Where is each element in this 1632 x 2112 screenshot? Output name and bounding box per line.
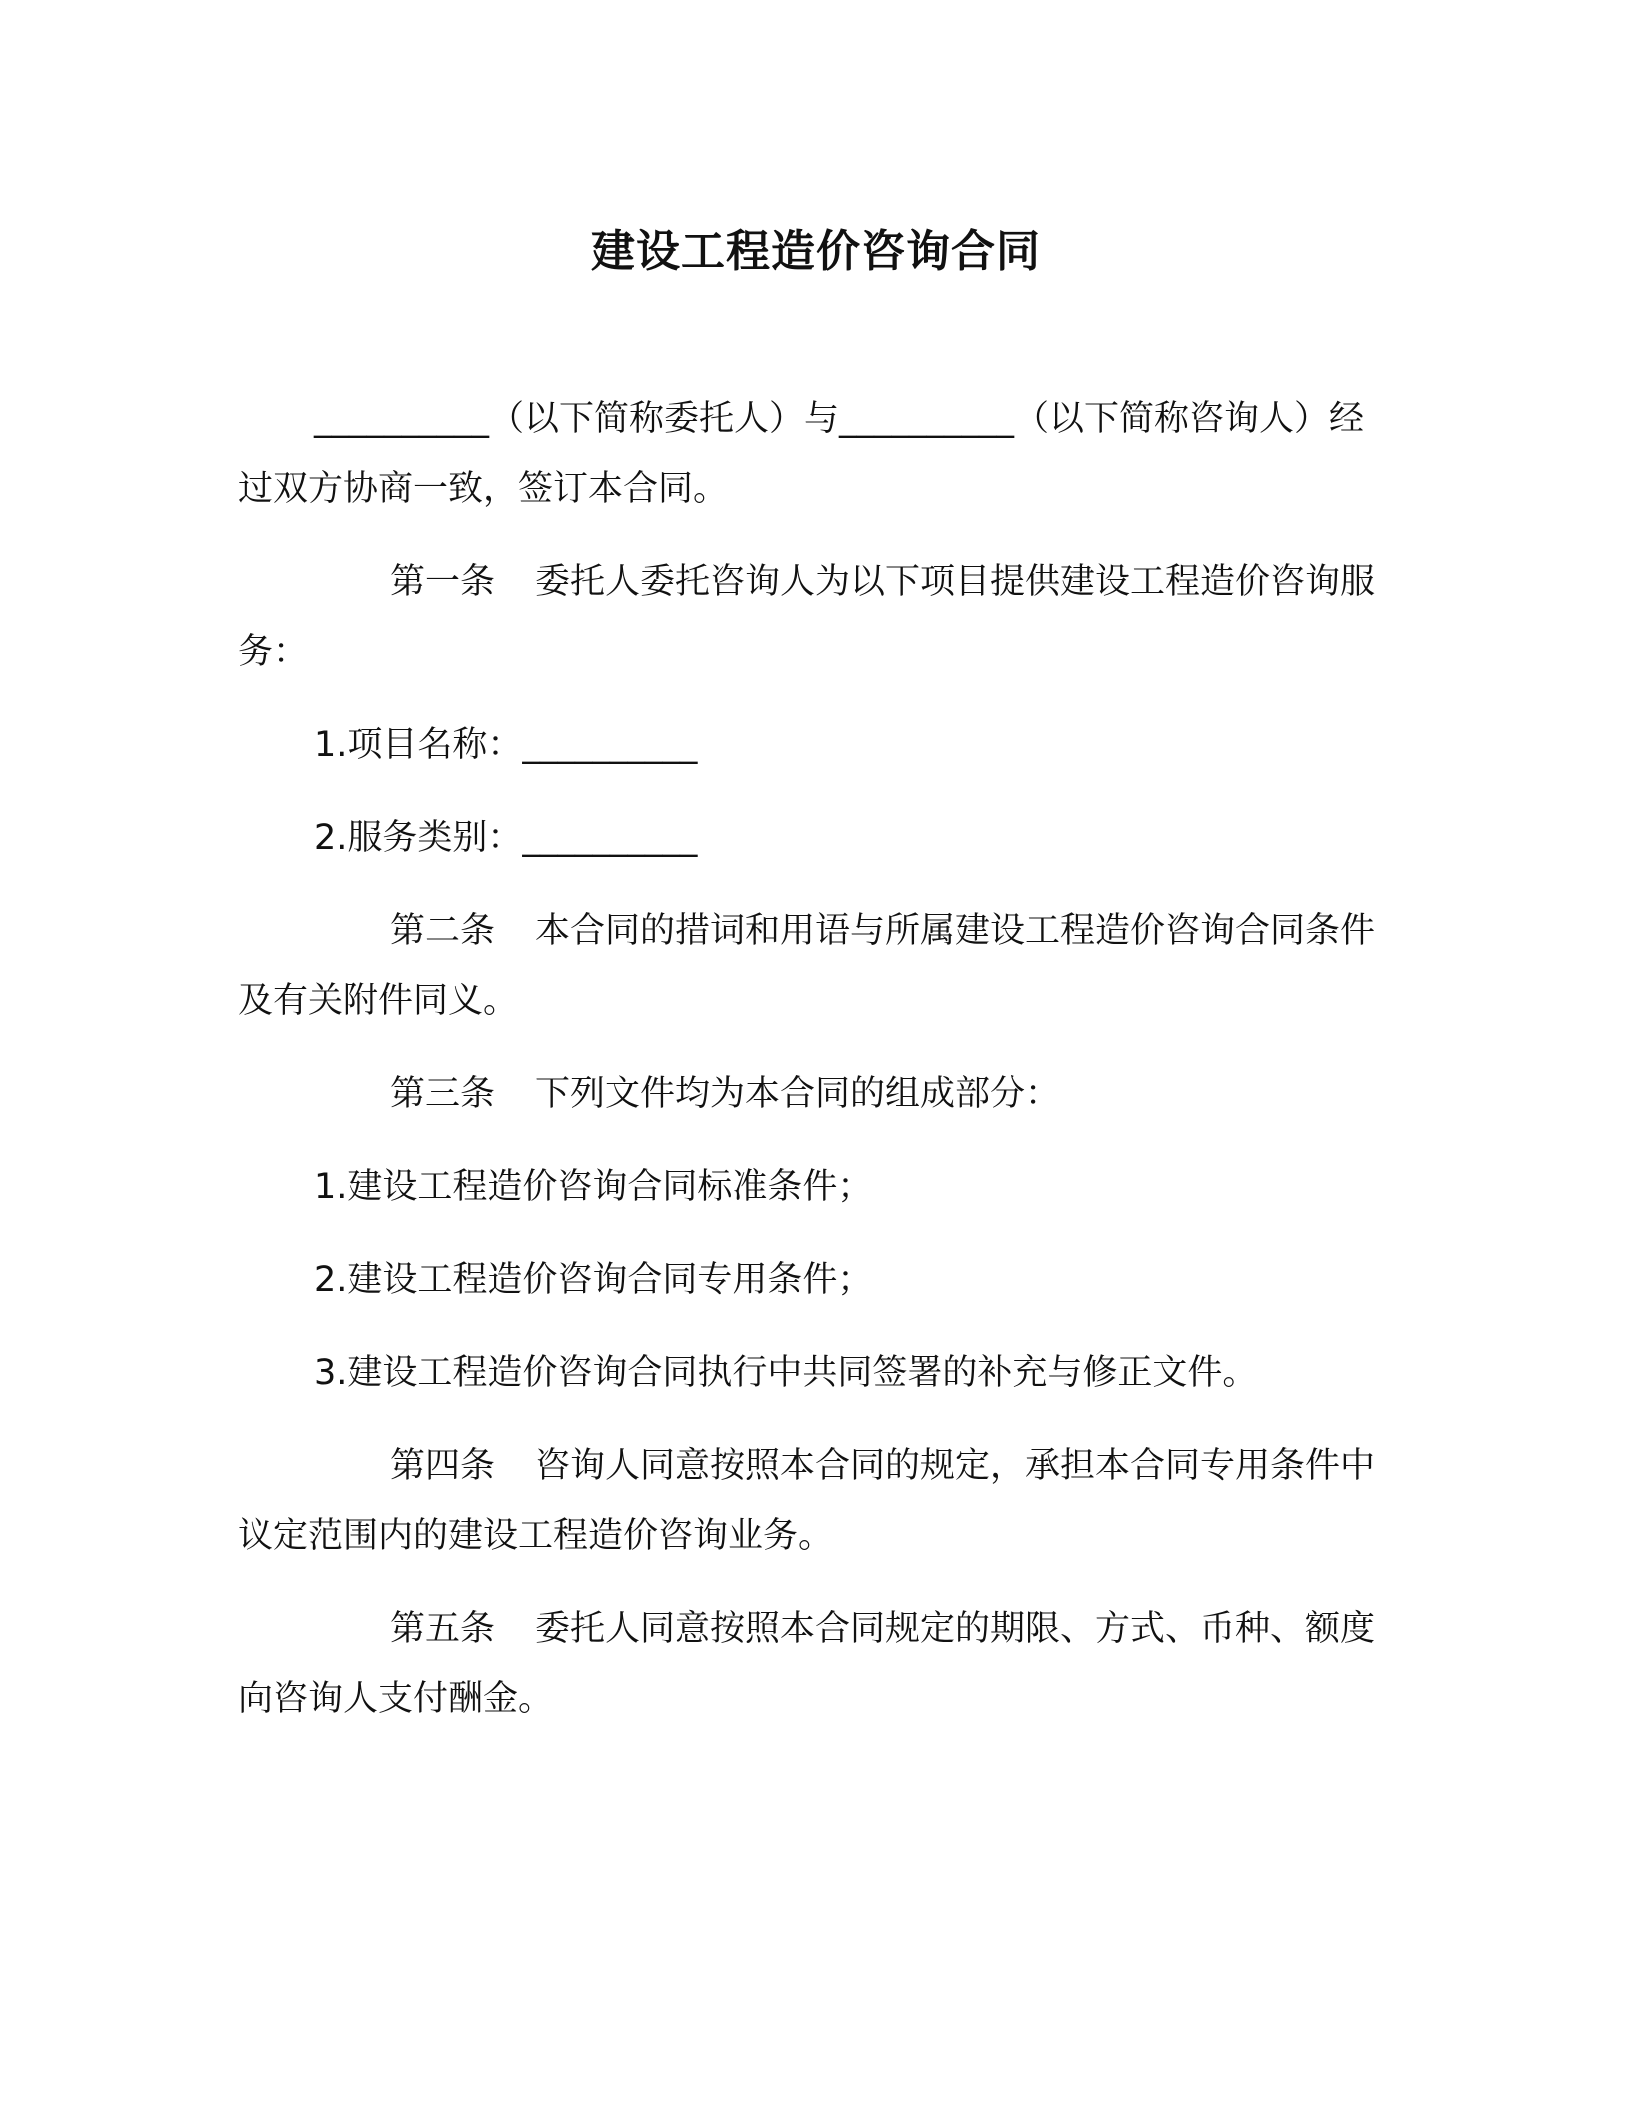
article-1-item-2: 2.服务类别：__________ xyxy=(314,818,698,858)
article-4-label: 第四条 xyxy=(390,1446,496,1486)
article-1-label: 第一条 xyxy=(390,562,496,602)
document-body xyxy=(238,384,1378,1757)
article-2 xyxy=(238,896,1378,1036)
article-3-item-2: 2.建设工程造价咨询合同专用条件； xyxy=(314,1260,873,1300)
article-1-text: 委托人委托咨询人为以下项目提供建设工程造价咨询服务： xyxy=(238,562,1376,672)
article-5-text: 委托人同意按照本合同规定的期限、方式、币种、额度向咨询人支付酬金。 xyxy=(238,1609,1376,1719)
article-3-item-3: 3.建设工程造价咨询合同执行中共同签署的补充与修正文件。 xyxy=(314,1353,1258,1393)
article-3-item-1: 1.建设工程造价咨询合同标准条件； xyxy=(314,1167,873,1207)
article-3-text: 下列文件均为本合同的组成部分： xyxy=(535,1074,1061,1114)
article-5-label: 第五条 xyxy=(390,1609,496,1649)
article-1 xyxy=(238,547,1378,687)
intro-paragraph: __________（以下简称委托人）与__________（以下简称咨询人）经过双方协商一致，签订本合同。 xyxy=(238,399,1365,509)
article-2-text: 本合同的措词和用语与所属建设工程造价咨询合同条件及有关附件同义。 xyxy=(238,911,1376,1021)
article-3 xyxy=(238,1059,1378,1129)
article-2-label: 第二条 xyxy=(390,911,496,951)
article-4-text: 咨询人同意按照本合同的规定，承担本合同专用条件中议定范围内的建设工程造价咨询业务。 xyxy=(238,1446,1376,1556)
article-4 xyxy=(238,1431,1378,1571)
article-3-label: 第三条 xyxy=(390,1074,496,1114)
article-1-item-1: 1.项目名称：__________ xyxy=(314,725,698,765)
document-title: 建设工程造价咨询合同 xyxy=(591,226,1041,277)
article-5 xyxy=(238,1594,1378,1734)
